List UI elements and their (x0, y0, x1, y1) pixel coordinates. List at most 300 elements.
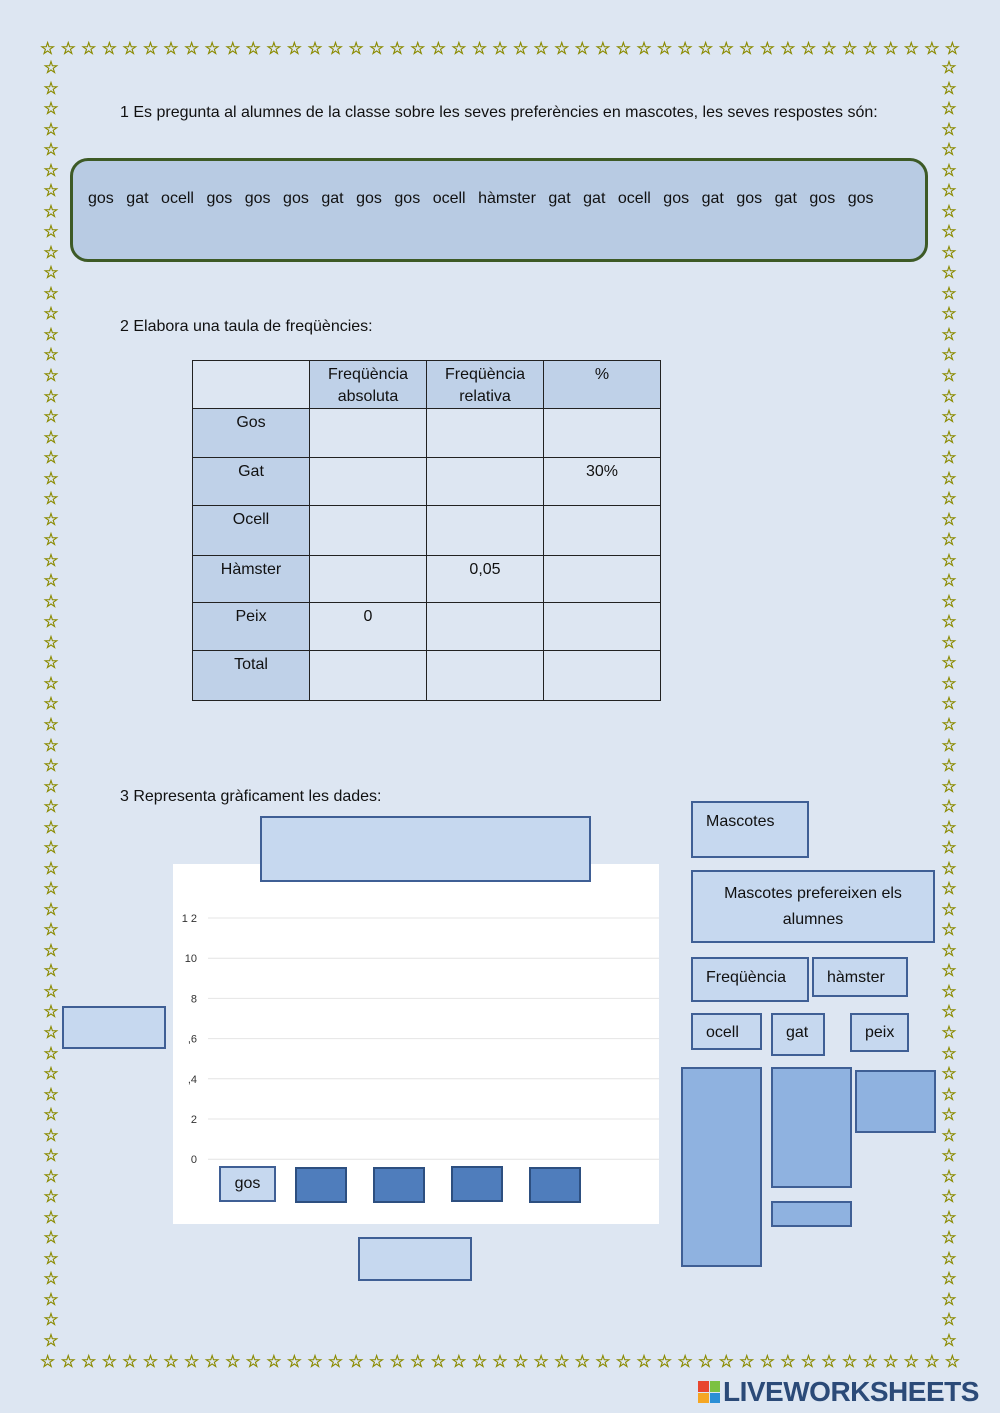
star-icon: ☆ (43, 222, 59, 243)
star-icon: ☆ (60, 38, 76, 59)
star-icon: ☆ (941, 673, 957, 694)
answer-word: gos (206, 190, 233, 207)
star-icon: ☆ (430, 38, 446, 59)
star-icon: ☆ (43, 899, 59, 920)
star-icon: ☆ (369, 38, 385, 59)
star-icon: ☆ (245, 1351, 261, 1372)
star-icon: ☆ (43, 694, 59, 715)
answer-word: gos (736, 190, 763, 207)
star-icon: ☆ (43, 550, 59, 571)
star-icon: ☆ (941, 838, 957, 859)
star-icon: ☆ (410, 1351, 426, 1372)
star-icon: ☆ (883, 1351, 899, 1372)
star-icon: ☆ (941, 468, 957, 489)
star-icon: ☆ (941, 735, 957, 756)
star-icon: ☆ (43, 58, 59, 78)
y-axis-label-drop-zone[interactable] (62, 1006, 166, 1049)
star-icon: ☆ (43, 961, 59, 982)
star-icon: ☆ (574, 38, 590, 59)
y-tick-label: ,6 (187, 1033, 197, 1046)
header-rel-l1: Freqüència (444, 366, 526, 383)
y-tick-label: 1 2 (181, 913, 197, 925)
star-icon: ☆ (492, 1351, 508, 1372)
star-icon: ☆ (43, 140, 59, 161)
row-label: Hàmster (193, 556, 310, 603)
star-icon: ☆ (941, 283, 957, 304)
star-icon: ☆ (941, 304, 957, 325)
star-icon: ☆ (43, 632, 59, 653)
star-icon: ☆ (43, 1289, 59, 1310)
star-icon: ☆ (183, 1351, 200, 1372)
star-icon: ☆ (941, 242, 957, 263)
cell-percent[interactable] (544, 651, 661, 701)
star-icon: ☆ (941, 386, 957, 407)
star-icon: ☆ (122, 38, 138, 59)
star-icon: ☆ (225, 1351, 241, 1372)
star-icon: ☆ (595, 1351, 611, 1372)
cell-absolute[interactable] (310, 458, 427, 506)
star-icon: ☆ (903, 1351, 919, 1372)
star-icon: ☆ (941, 1084, 957, 1105)
answer-word: gos (244, 190, 271, 207)
star-icon: ☆ (512, 1351, 529, 1372)
star-icon: ☆ (677, 38, 693, 59)
star-icon: ☆ (43, 201, 59, 222)
star-icon: ☆ (941, 1022, 957, 1043)
star-icon: ☆ (739, 1351, 755, 1372)
star-icon: ☆ (471, 38, 488, 59)
star-icon: ☆ (883, 38, 899, 59)
star-icon: ☆ (941, 448, 957, 469)
star-icon: ☆ (60, 1351, 76, 1372)
answer-word: gat (548, 190, 571, 207)
star-icon: ☆ (941, 1146, 957, 1167)
star-icon: ☆ (941, 119, 957, 140)
star-icon: ☆ (43, 735, 59, 756)
star-icon: ☆ (941, 1207, 957, 1228)
star-icon: ☆ (944, 38, 960, 59)
tile-mascotes[interactable]: Mascotes (691, 801, 809, 858)
cell-absolute[interactable] (310, 506, 427, 556)
star-icon: ☆ (43, 263, 59, 284)
star-icon: ☆ (941, 1125, 957, 1146)
star-icon: ☆ (286, 1351, 302, 1372)
star-icon: ☆ (941, 1228, 957, 1249)
star-border-top (40, 38, 960, 60)
category-slot-2[interactable] (295, 1167, 347, 1203)
star-icon: ☆ (43, 817, 59, 838)
tile-peix[interactable]: peix (850, 1013, 909, 1052)
star-icon: ☆ (759, 1351, 775, 1372)
row-label: Peix (193, 603, 310, 651)
question-1: 1 Es pregunta al alumnes de la classe sobre les seves preferències en mascotes, les seves respostes són: (120, 104, 878, 121)
star-icon: ☆ (941, 612, 957, 633)
tile-frequencia[interactable]: Freqüència (691, 957, 809, 1002)
cell-absolute[interactable]: 0 (310, 603, 427, 651)
table-header-absolute (310, 361, 427, 409)
star-icon: ☆ (554, 1351, 570, 1372)
star-icon: ☆ (43, 78, 59, 99)
y-tick-label: 0 (190, 1154, 197, 1167)
row-label: Gos (193, 409, 310, 458)
star-icon: ☆ (512, 38, 529, 59)
answer-word: gat (701, 190, 724, 207)
star-icon: ☆ (43, 283, 59, 304)
cell-relative[interactable] (427, 603, 544, 651)
answer-word: gos (663, 190, 690, 207)
star-icon: ☆ (327, 1351, 344, 1372)
star-icon: ☆ (941, 899, 957, 920)
star-icon: ☆ (389, 38, 405, 59)
star-icon: ☆ (554, 38, 570, 59)
star-icon: ☆ (941, 489, 957, 510)
table-row (193, 603, 661, 651)
star-icon: ☆ (40, 1351, 56, 1372)
star-icon: ☆ (43, 1310, 59, 1331)
star-icon: ☆ (369, 1351, 385, 1372)
star-icon: ☆ (903, 38, 919, 59)
star-icon: ☆ (43, 879, 59, 900)
star-icon: ☆ (43, 673, 59, 694)
y-tick-label: 8 (190, 993, 197, 1006)
star-icon: ☆ (800, 1351, 817, 1372)
star-icon: ☆ (615, 1351, 631, 1372)
star-border-right (938, 60, 960, 1350)
star-icon: ☆ (574, 1351, 590, 1372)
table-row (193, 458, 661, 506)
answer-word: gat (583, 190, 606, 207)
star-icon: ☆ (677, 1351, 693, 1372)
star-icon: ☆ (636, 1351, 652, 1372)
star-icon: ☆ (43, 858, 59, 879)
star-icon: ☆ (43, 1022, 59, 1043)
star-icon: ☆ (142, 1351, 159, 1372)
star-icon: ☆ (941, 263, 957, 284)
answers-list (88, 190, 908, 208)
star-icon: ☆ (43, 509, 59, 530)
star-icon: ☆ (944, 1351, 960, 1372)
star-icon: ☆ (841, 1351, 858, 1372)
cell-absolute[interactable] (310, 409, 427, 458)
star-icon: ☆ (941, 571, 957, 592)
chart-title-drop-zone[interactable] (260, 816, 591, 882)
star-icon: ☆ (941, 1187, 957, 1208)
star-icon: ☆ (245, 38, 261, 59)
star-icon: ☆ (941, 509, 957, 530)
table-header-relative (427, 361, 544, 409)
star-icon: ☆ (941, 1330, 957, 1351)
star-icon: ☆ (266, 38, 282, 59)
star-icon: ☆ (941, 694, 957, 715)
star-icon: ☆ (533, 1351, 549, 1372)
star-icon: ☆ (941, 776, 957, 797)
answer-word: gos (847, 190, 874, 207)
star-icon: ☆ (941, 961, 957, 982)
star-border-bottom (40, 1351, 960, 1373)
star-icon: ☆ (163, 1351, 179, 1372)
star-icon: ☆ (595, 38, 611, 59)
star-icon: ☆ (43, 427, 59, 448)
star-icon: ☆ (348, 38, 364, 59)
star-icon: ☆ (941, 817, 957, 838)
star-icon: ☆ (941, 365, 957, 386)
star-icon: ☆ (266, 1351, 282, 1372)
star-icon: ☆ (821, 1351, 837, 1372)
question-2: 2 Elabora una taula de freqüències: (120, 318, 373, 335)
star-icon: ☆ (43, 1228, 59, 1249)
star-icon: ☆ (941, 58, 957, 78)
category-gos[interactable]: gos (219, 1166, 276, 1202)
cell-percent[interactable] (544, 603, 661, 651)
star-icon: ☆ (43, 345, 59, 366)
star-icon: ☆ (941, 324, 957, 345)
star-icon: ☆ (101, 38, 117, 59)
star-icon: ☆ (43, 838, 59, 859)
cell-absolute[interactable] (310, 556, 427, 603)
star-icon: ☆ (43, 181, 59, 202)
star-icon: ☆ (941, 201, 957, 222)
header-abs-l1: Freqüència (327, 366, 409, 383)
star-icon: ☆ (941, 1310, 957, 1331)
table-row (193, 506, 661, 556)
star-icon: ☆ (43, 468, 59, 489)
cell-relative[interactable] (427, 651, 544, 701)
star-icon: ☆ (43, 324, 59, 345)
star-icon: ☆ (43, 715, 59, 735)
star-icon: ☆ (471, 1351, 488, 1372)
cell-percent[interactable] (544, 409, 661, 458)
star-icon: ☆ (615, 38, 631, 59)
star-icon: ☆ (43, 1043, 59, 1064)
star-icon: ☆ (43, 242, 59, 263)
star-icon: ☆ (43, 1187, 59, 1208)
star-icon: ☆ (941, 940, 957, 961)
star-icon: ☆ (780, 1351, 796, 1372)
star-icon: ☆ (941, 858, 957, 879)
y-tick-label: ,4 (187, 1073, 197, 1086)
row-label: Total (193, 651, 310, 701)
star-icon: ☆ (941, 427, 957, 448)
star-icon: ☆ (43, 386, 59, 407)
star-icon: ☆ (43, 119, 59, 140)
star-icon: ☆ (81, 1351, 97, 1372)
tile-title-option[interactable]: Mascotes prefereixen els alumnes (691, 870, 935, 943)
star-icon: ☆ (43, 365, 59, 386)
cell-relative[interactable] (427, 409, 544, 458)
category-slot-3[interactable] (373, 1167, 425, 1203)
logo-text: LIVEWORKSHEETS (723, 1376, 979, 1407)
star-icon: ☆ (307, 38, 323, 59)
star-icon: ☆ (924, 1351, 940, 1372)
star-icon: ☆ (410, 38, 426, 59)
star-icon: ☆ (204, 38, 220, 59)
answer-word: gat (126, 190, 149, 207)
star-icon: ☆ (43, 1248, 59, 1269)
cell-percent[interactable] (544, 506, 661, 556)
answer-word: gat (774, 190, 797, 207)
star-icon: ☆ (759, 38, 775, 59)
cell-percent[interactable] (544, 556, 661, 603)
bar-tile-tall[interactable] (681, 1067, 762, 1267)
star-icon: ☆ (941, 920, 957, 941)
star-icon: ☆ (941, 345, 957, 366)
star-icon: ☆ (43, 653, 59, 674)
star-icon: ☆ (43, 571, 59, 592)
table-header-blank (193, 361, 310, 409)
star-icon: ☆ (286, 38, 302, 59)
star-icon: ☆ (941, 1248, 957, 1269)
star-icon: ☆ (451, 38, 467, 59)
star-icon: ☆ (656, 1351, 673, 1372)
star-icon: ☆ (204, 1351, 220, 1372)
star-icon: ☆ (862, 1351, 878, 1372)
star-icon: ☆ (941, 981, 957, 1002)
star-icon: ☆ (941, 1269, 957, 1290)
bar-tile-medium[interactable] (771, 1067, 852, 1188)
star-icon: ☆ (43, 530, 59, 551)
star-icon: ☆ (163, 38, 179, 59)
star-icon: ☆ (101, 1351, 117, 1372)
star-icon: ☆ (43, 1166, 59, 1187)
star-icon: ☆ (43, 612, 59, 633)
star-icon: ☆ (941, 756, 957, 777)
star-icon: ☆ (800, 38, 817, 59)
star-icon: ☆ (821, 38, 837, 59)
table-row (193, 556, 661, 603)
star-icon: ☆ (43, 591, 59, 612)
star-icon: ☆ (43, 1207, 59, 1228)
star-icon: ☆ (327, 38, 344, 59)
table-row (193, 409, 661, 458)
star-icon: ☆ (718, 38, 734, 59)
star-icon: ☆ (451, 1351, 467, 1372)
star-icon: ☆ (183, 38, 200, 59)
star-border-left (40, 60, 62, 1350)
star-icon: ☆ (941, 715, 957, 735)
star-icon: ☆ (43, 981, 59, 1002)
star-icon: ☆ (430, 1351, 446, 1372)
star-icon: ☆ (307, 1351, 323, 1372)
answer-word: ocell (617, 190, 651, 207)
star-icon: ☆ (718, 1351, 734, 1372)
star-icon: ☆ (941, 1289, 957, 1310)
star-icon: ☆ (862, 38, 878, 59)
row-label: Ocell (193, 506, 310, 556)
star-icon: ☆ (941, 222, 957, 243)
cell-relative[interactable]: 0,05 (427, 556, 544, 603)
star-icon: ☆ (389, 1351, 405, 1372)
answer-word: gos (356, 190, 382, 207)
star-icon: ☆ (941, 550, 957, 571)
answer-word: ocell (161, 190, 194, 207)
star-icon: ☆ (43, 407, 59, 428)
x-axis-label-drop-zone[interactable] (358, 1237, 472, 1281)
answer-word: hàmster (478, 190, 536, 207)
cell-relative[interactable] (427, 458, 544, 506)
tile-gat[interactable]: gat (771, 1013, 825, 1056)
star-icon: ☆ (43, 1269, 59, 1290)
star-icon: ☆ (941, 78, 957, 99)
star-icon: ☆ (492, 38, 508, 59)
star-icon: ☆ (924, 38, 940, 59)
category-slot-5[interactable] (529, 1167, 581, 1203)
cell-absolute[interactable] (310, 651, 427, 701)
star-icon: ☆ (43, 304, 59, 325)
bar-tile-tiny[interactable] (771, 1201, 852, 1227)
star-icon: ☆ (780, 38, 796, 59)
star-icon: ☆ (43, 1064, 59, 1085)
star-icon: ☆ (43, 756, 59, 777)
star-icon: ☆ (941, 99, 957, 120)
star-icon: ☆ (81, 38, 97, 59)
star-icon: ☆ (43, 160, 59, 181)
header-abs-l2: absoluta (337, 388, 399, 405)
frequency-table (192, 360, 661, 701)
header-rel-l2: relativa (459, 388, 511, 405)
answer-word: gat (321, 190, 344, 207)
star-icon: ☆ (941, 160, 957, 181)
star-icon: ☆ (122, 1351, 138, 1372)
y-tick-label: 10 (184, 953, 197, 966)
row-label: Gat (193, 458, 310, 506)
answer-word: ocell (432, 190, 466, 207)
logo-mark-icon (698, 1381, 720, 1403)
star-icon: ☆ (43, 1084, 59, 1105)
star-icon: ☆ (841, 38, 858, 59)
star-icon: ☆ (941, 1166, 957, 1187)
star-icon: ☆ (225, 38, 241, 59)
star-icon: ☆ (941, 591, 957, 612)
star-icon: ☆ (43, 1146, 59, 1167)
star-icon: ☆ (142, 38, 159, 59)
star-icon: ☆ (43, 1330, 59, 1351)
category-slot-4[interactable] (451, 1166, 503, 1202)
star-icon: ☆ (43, 1002, 59, 1023)
tile-hamster[interactable]: hàmster (812, 957, 908, 997)
y-tick-label: 2 (190, 1114, 197, 1126)
answer-word: gos (394, 190, 421, 207)
star-icon: ☆ (43, 797, 59, 818)
star-icon: ☆ (43, 448, 59, 469)
star-icon: ☆ (656, 38, 673, 59)
star-icon: ☆ (43, 940, 59, 961)
star-icon: ☆ (941, 797, 957, 818)
answers-box (70, 158, 928, 262)
star-icon: ☆ (43, 920, 59, 941)
star-icon: ☆ (348, 1351, 364, 1372)
answer-word: gos (88, 190, 114, 207)
table-row (193, 651, 661, 701)
star-icon: ☆ (941, 632, 957, 653)
star-icon: ☆ (43, 776, 59, 797)
bar-tile-short[interactable] (855, 1070, 936, 1133)
answer-word: gos (809, 190, 836, 207)
star-icon: ☆ (941, 879, 957, 900)
star-icon: ☆ (941, 1002, 957, 1023)
star-icon: ☆ (941, 1105, 957, 1126)
star-icon: ☆ (698, 38, 714, 59)
star-icon: ☆ (698, 1351, 714, 1372)
star-icon: ☆ (533, 38, 549, 59)
star-icon: ☆ (941, 181, 957, 202)
tile-ocell[interactable]: ocell (691, 1013, 762, 1050)
star-icon: ☆ (941, 407, 957, 428)
cell-percent[interactable]: 30% (544, 458, 661, 506)
star-icon: ☆ (941, 530, 957, 551)
cell-relative[interactable] (427, 506, 544, 556)
star-icon: ☆ (636, 38, 652, 59)
table-header-row (193, 361, 661, 409)
